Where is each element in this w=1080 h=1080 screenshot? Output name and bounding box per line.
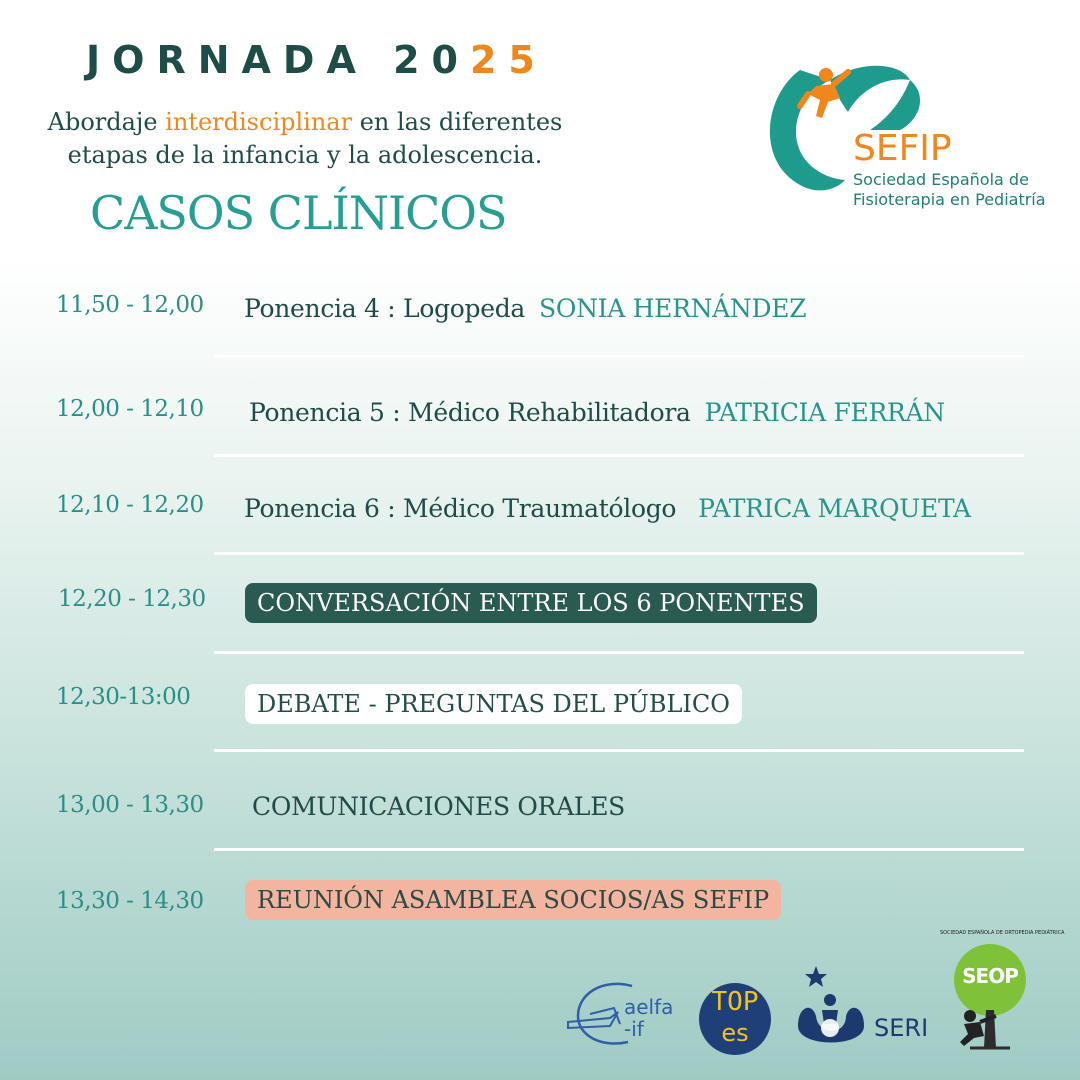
sefop-logo: [940, 930, 1065, 1055]
schedule-talk: [244, 494, 971, 523]
aelfa-logo: [562, 978, 690, 1050]
topes-logo: [699, 983, 771, 1055]
sefip-full-name: [853, 170, 1046, 210]
row-divider: [214, 651, 1024, 654]
debate-badge: DEBATE - PREGUNTAS DEL PÚBLICO: [245, 684, 742, 724]
section-title: CASOS CLÍNICOS: [90, 186, 507, 240]
event-title: [86, 38, 547, 82]
speaker-name: PATRICA MARQUETA: [698, 494, 971, 523]
schedule-time: 13,30 - 14,30: [56, 888, 204, 914]
row-divider: [214, 355, 1024, 358]
schedule-time: 11,50 - 12,00: [56, 292, 204, 318]
row-divider: [214, 552, 1024, 555]
row-divider: [214, 454, 1024, 457]
subtitle-line2: etapas de la infancia y la adolescencia.: [67, 141, 543, 169]
subtitle-before: Abordaje: [47, 108, 166, 136]
sefop-text: SEOP: [962, 964, 1018, 988]
schedule-time: 12,30-13:00: [56, 684, 191, 710]
talk-title: Ponencia 6 : Médico Traumatólogo: [244, 494, 677, 523]
schedule-time: 13,00 - 13,30: [56, 792, 204, 818]
title-main: JORNADA 20: [86, 38, 470, 82]
subtitle-highlight: interdisciplinar: [165, 108, 353, 136]
aelfa-line1: aelfa: [624, 995, 674, 1019]
aelfa-line2: -if: [624, 1017, 644, 1041]
row-divider: [214, 848, 1024, 851]
sefip-name: SEFIP: [853, 128, 952, 169]
assembly-badge: REUNIÓN ASAMBLEA SOCIOS/AS SEFIP: [245, 880, 781, 920]
sefip-full-line2: Fisioterapia en Pediatría: [853, 190, 1046, 209]
seri-logo: [792, 966, 932, 1054]
topes-line1: TOP: [711, 987, 759, 1017]
sefip-full-line1: Sociedad Española de: [853, 170, 1029, 189]
topes-line2: es: [721, 1019, 749, 1047]
panel-conversation-badge: CONVERSACIÓN ENTRE LOS 6 PONENTES: [245, 583, 817, 623]
subtitle-after: en las diferentes: [352, 108, 563, 136]
speaker-name: SONIA HERNÁNDEZ: [539, 294, 807, 323]
sefop-arc-text: SOCIEDAD ESPAÑOLA DE ORTOPEDIA PEDIÁTRICA: [940, 930, 1065, 936]
row-divider: [214, 749, 1024, 752]
schedule-talk: [244, 294, 806, 323]
schedule-time: 12,10 - 12,20: [56, 492, 204, 518]
schedule-talk: COMUNICACIONES ORALES: [252, 792, 625, 821]
speaker-name: PATRICIA FERRÁN: [704, 398, 945, 427]
schedule-time: 12,00 - 12,10: [56, 396, 204, 422]
schedule-time: 12,20 - 12,30: [58, 586, 206, 612]
seri-emblem-icon: [792, 966, 876, 1054]
title-accent: 25: [469, 38, 547, 82]
seri-text: SERI: [874, 1014, 929, 1042]
sefop-tree-icon: [940, 930, 1065, 1055]
schedule-talk: [249, 398, 945, 427]
talk-title: Ponencia 4 : Logopeda: [244, 294, 526, 323]
talk-title: Ponencia 5 : Médico Rehabilitadora: [249, 398, 691, 427]
event-subtitle: [40, 106, 570, 172]
